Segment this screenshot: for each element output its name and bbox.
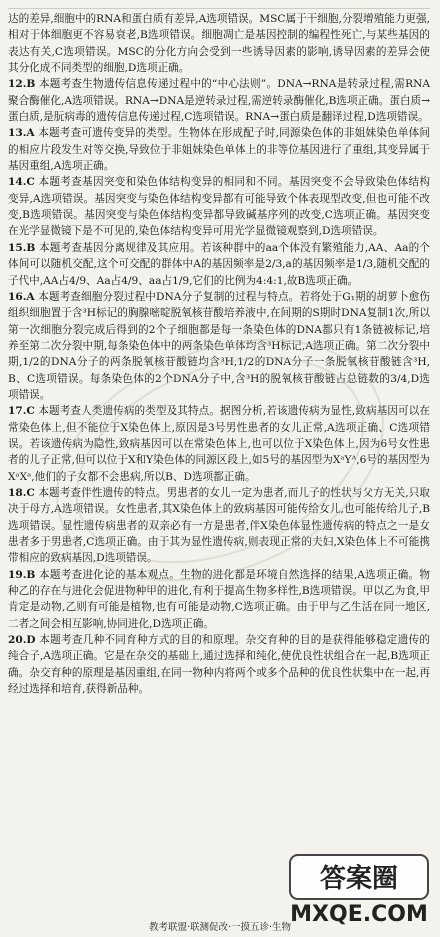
answer-item	[8, 289, 430, 403]
answer-explanation: 本题考查几种不同育种方式的目的和原理。杂交育种的目的是获得能够稳定遗传的纯合子,A选项正确。它是在杂交的基础上,通过选择和纯化,使优良性状组合在一起,B选项正确。杂交育种的原理是基因重组,在同一物种内将两个或多个品种的优良性状集中在一起,再经过选择和培育,获得新品种。	[8, 634, 430, 696]
site-logo	[284, 849, 434, 929]
cropped-top-line	[8, 2, 430, 9]
answer-explanation: 本题考查人类遗传病的类型及其特点。据图分析,若该遗传病为显性,致病基因可以在常染色体上,但不能位于X染色体上,原因是3号男性患者的女儿正常,A选项正确、C选项错误。若该遗传病为隐性,致病基因可以在常染色体上,也可以位于X染色体上,因为6号女性患者的儿子正常,但可以位于X和Y染色体的同源区段上,如5号的基因型为XᵃYᴬ,6号的基因型为XᵃXᵃ,他们的子女都不会患病,所以B、D选项都正确。	[8, 405, 430, 483]
question-number: 15.B	[8, 241, 36, 254]
answer-11-continued	[8, 11, 430, 76]
answer-item	[8, 485, 430, 567]
answer-item	[8, 567, 430, 632]
answer-list	[8, 76, 430, 697]
answer-item	[8, 632, 430, 697]
answer-item	[8, 403, 430, 485]
question-number: 19.B	[8, 568, 36, 581]
answer-explanation: 本题考查可遗传变异的类型。生物体在形成配子时,同源染色体的非姐妹染色单体间的相应片段发生对等交换,导致位于非姐妹染色单体上的非等位基因进行了重组,其变异属于基因重组,A选项正确。	[8, 127, 430, 173]
question-number: 14.C	[8, 176, 35, 189]
logo-graphic	[284, 849, 434, 929]
answer-explanation: 本题考查生物遗传信息传递过程中的“中心法则”。DNA→RNA是转录过程,需RNA聚合酶催化,A选项错误。RNA→DNA是逆转录过程,需逆转录酶催化,B选项正确。蛋白质→蛋白质,是朊病毒的遗传信息传递过程,C选项错误。RNA→蛋白质是翻译过程,D选项错误。	[8, 78, 431, 124]
question-number: 13.A	[8, 127, 35, 140]
logo-text-top: 答案圈	[319, 864, 399, 894]
answer-explanation: 本题考查伴性遗传的特点。男患者的女儿一定为患者,而儿子的性状与父方无关,只取决于母方,A选项错误。女性患者,其X染色体上的致病基因可能传给女儿,也可能传给儿子,B选项错误。显性遗传病患者的双亲必有一方是患者,伴X染色体显性遗传病的特点之一是女患者多于男患者,C选项正确。由于其为显性遗传病,则表现正常的夫妇,X染色体上不可能携带相应的致病基因,D选项错误。	[8, 486, 430, 565]
question-number: 12.B	[8, 78, 36, 91]
answer-explanation: 本题考查进化论的基本观点。生物的进化都是环境自然选择的结果,A选项正确。物种乙的存在与进化会促进物种甲的进化,有利于提高生物多样性,B选项错误。甲以乙为食,甲肯定是动物,乙则有可能是植物,也有可能是动物,C选项正确。由于甲与乙生活在同一地区,二者之间会相互影响,协同进化,D选项正确。	[8, 568, 430, 630]
question-number: 20.D	[8, 634, 36, 647]
page-footer: 教考联盟·联测促改·一摸五诊·生物	[148, 922, 292, 933]
answer-item	[8, 174, 430, 239]
question-number: 17.C	[8, 405, 35, 418]
answer-explanation: 本题考查基因分离规律及其应用。若该种群中的aa个体没有繁殖能力,AA、Aa的个体间可以随机交配,这个可交配的群体中A的基因频率是2/3,a的基因频率是1/3,随机交配的子代中,AA占4/9、Aa占4/9、aa占1/9,它们的比例为4:4:1,故B选项正确。	[8, 241, 430, 287]
question-number: 18.C	[8, 486, 35, 499]
question-number: 16.A	[8, 290, 35, 303]
answer-explanation: 本题考查细胞分裂过程中DNA分子复制的过程与特点。若将处于G₁期的胡萝卜愈伤组织细胞置于含³H标记的胸腺嘧啶脱氧核苷酸培养液中,在间期的S期时DNA复制1次,所以第一次细胞分裂完成后得到的2个子细胞都是每一条染色体的DNA都只有1条链被标记,培养至第二次分裂中期,每条染色体中的两条染色单体均含³H标记,A选项正确。第二次分裂中期,1/2的DNA分子的两条脱氧核苷酸链均含³H,1/2的DNA分子一条脱氧核苷酸链含³H,B、C选项错误。每条染色体的2个DNA分子中,含³H的脱氧核苷酸链占总链数的3/4,D选项错误。	[8, 290, 430, 401]
answer-11-text: 达的差异,细胞中的RNA和蛋白质有差异,A选项错误。MSC属于干细胞,分裂增殖能力更强,相对于体细胞更不容易衰老,B选项错误。细胞凋亡是基因控制的编程性死亡,与某些基因的表达有关,C选项错误。MSC的分化方向会受到一些诱导因素的影响,诱导因素的差异会使其分化成不同类型的细胞,D选项正确。	[8, 13, 430, 75]
answer-item	[8, 125, 430, 174]
answer-item	[8, 240, 430, 289]
logo-text-bottom: MXQE.COM	[290, 902, 428, 927]
answer-explanation: 本题考查基因突变和染色体结构变异的相同和不同。基因突变不会导致染色体结构变异,A选项错误。基因突变与染色体结构变异都有可能导致个体表现型改变,但也可能不改变,B选项错误。基因突变与染色体结构变异都导致碱基序列的改变,C选项正确。基因突变在光学显微镜下是不可见的,染色体结构变异可用光学显微镜观察到,D选项错误。	[8, 176, 430, 238]
answer-item	[8, 76, 430, 125]
